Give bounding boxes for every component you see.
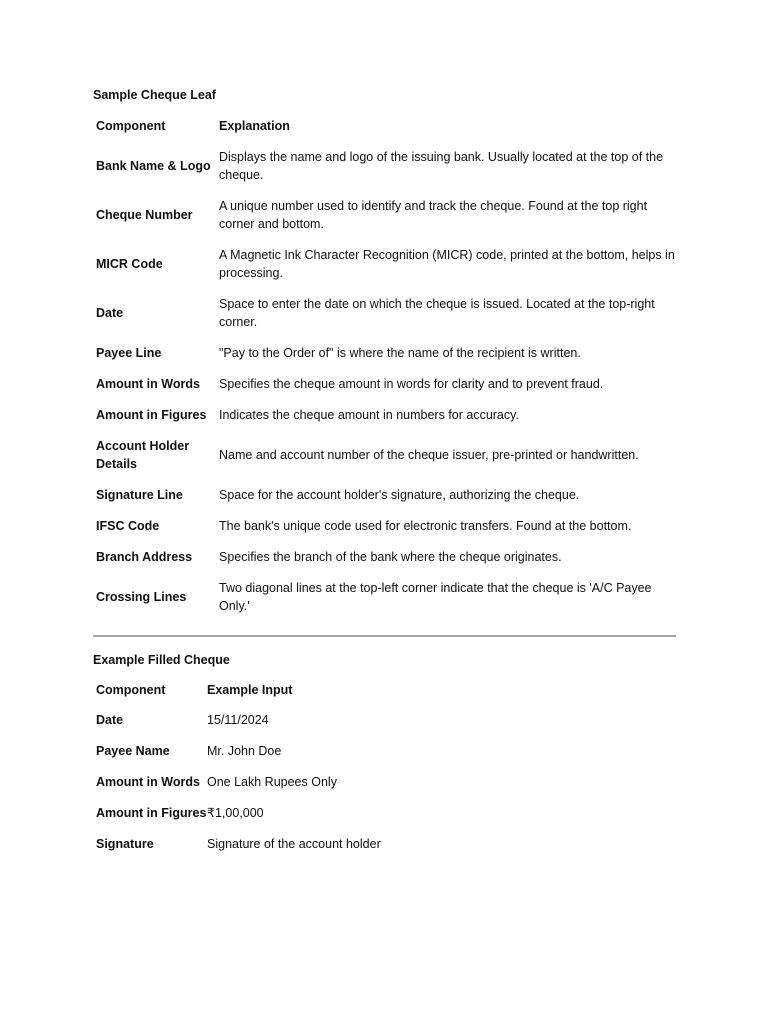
table-row xyxy=(93,191,676,240)
table-row xyxy=(93,431,676,480)
table-row xyxy=(93,542,676,573)
row-component: Crossing Lines xyxy=(96,590,187,604)
row-value: ₹1,00,000 xyxy=(207,806,264,820)
row-component: Bank Name & Logo xyxy=(96,159,211,173)
row-explanation: Space for the account holder's signature, authorizing the cheque. xyxy=(219,488,580,502)
row-value: 15/11/2024 xyxy=(207,713,269,727)
row-explanation: The bank's unique code used for electronic transfers. Found at the bottom. xyxy=(219,519,632,533)
table-row xyxy=(93,289,676,338)
document-page xyxy=(93,86,676,860)
table-row xyxy=(93,829,381,860)
table-row xyxy=(93,338,676,369)
row-component: Amount in Figures xyxy=(96,806,207,820)
row-component: MICR Code xyxy=(96,257,163,271)
table-row xyxy=(93,480,676,511)
cheque-components-table xyxy=(93,116,676,622)
example-cheque-table xyxy=(93,681,381,860)
table-row xyxy=(93,142,676,191)
row-component: Account Holder Details xyxy=(96,439,190,471)
row-component: Amount in Words xyxy=(96,377,200,391)
row-component: Date xyxy=(96,713,124,727)
example-filled-cheque-section xyxy=(93,651,676,860)
row-component: Amount in Words xyxy=(96,775,200,789)
row-component: Payee Line xyxy=(96,346,162,360)
section-title-example-filled-cheque: Example Filled Cheque xyxy=(93,653,230,667)
table-row xyxy=(93,736,381,767)
row-component: Branch Address xyxy=(96,550,193,564)
row-value: Signature of the account holder xyxy=(207,837,381,851)
table-row xyxy=(93,511,676,542)
column-header-component: Component xyxy=(96,119,166,133)
row-explanation: A unique number used to identify and track the cheque. Found at the top right corner and bottom. xyxy=(219,199,648,231)
row-component: IFSC Code xyxy=(96,519,160,533)
row-explanation: Name and account number of the cheque issuer, pre-printed or handwritten. xyxy=(219,448,639,462)
row-explanation: Specifies the cheque amount in words for clarity and to prevent fraud. xyxy=(219,377,604,391)
table-row xyxy=(93,767,381,798)
table-row xyxy=(93,798,381,829)
row-component: Amount in Figures xyxy=(96,408,207,422)
row-explanation: Specifies the branch of the bank where the cheque originates. xyxy=(219,550,562,564)
row-component: Signature xyxy=(96,837,154,851)
row-value: Mr. John Doe xyxy=(207,744,282,758)
section-title-sample-cheque-leaf: Sample Cheque Leaf xyxy=(93,88,216,102)
table-row xyxy=(93,573,676,622)
table-row xyxy=(93,705,381,736)
row-explanation: Displays the name and logo of the issuing bank. Usually located at the top of the cheque. xyxy=(219,150,664,182)
row-explanation: "Pay to the Order of" is where the name of the recipient is written. xyxy=(219,346,581,360)
table-row xyxy=(93,369,676,400)
row-explanation: Two diagonal lines at the top-left corner indicate that the cheque is 'A/C Payee Only.' xyxy=(219,581,652,613)
table-header-row xyxy=(93,681,381,705)
row-component: Payee Name xyxy=(96,744,170,758)
row-explanation: Space to enter the date on which the cheque is issued. Located at the top-right corner. xyxy=(219,297,655,329)
horizontal-divider xyxy=(93,635,676,637)
column-header-explanation: Explanation xyxy=(219,119,290,133)
row-component: Cheque Number xyxy=(96,208,193,222)
row-value: One Lakh Rupees Only xyxy=(207,775,337,789)
row-component: Signature Line xyxy=(96,488,183,502)
table-row xyxy=(93,400,676,431)
row-explanation: Indicates the cheque amount in numbers for accuracy. xyxy=(219,408,519,422)
row-component: Date xyxy=(96,306,124,320)
column-header-example-input: Example Input xyxy=(207,683,293,697)
table-row xyxy=(93,240,676,289)
table-header-row xyxy=(93,116,676,142)
row-explanation: A Magnetic Ink Character Recognition (MICR) code, printed at the bottom, helps in processing. xyxy=(219,248,675,280)
column-header-component: Component xyxy=(96,683,166,697)
